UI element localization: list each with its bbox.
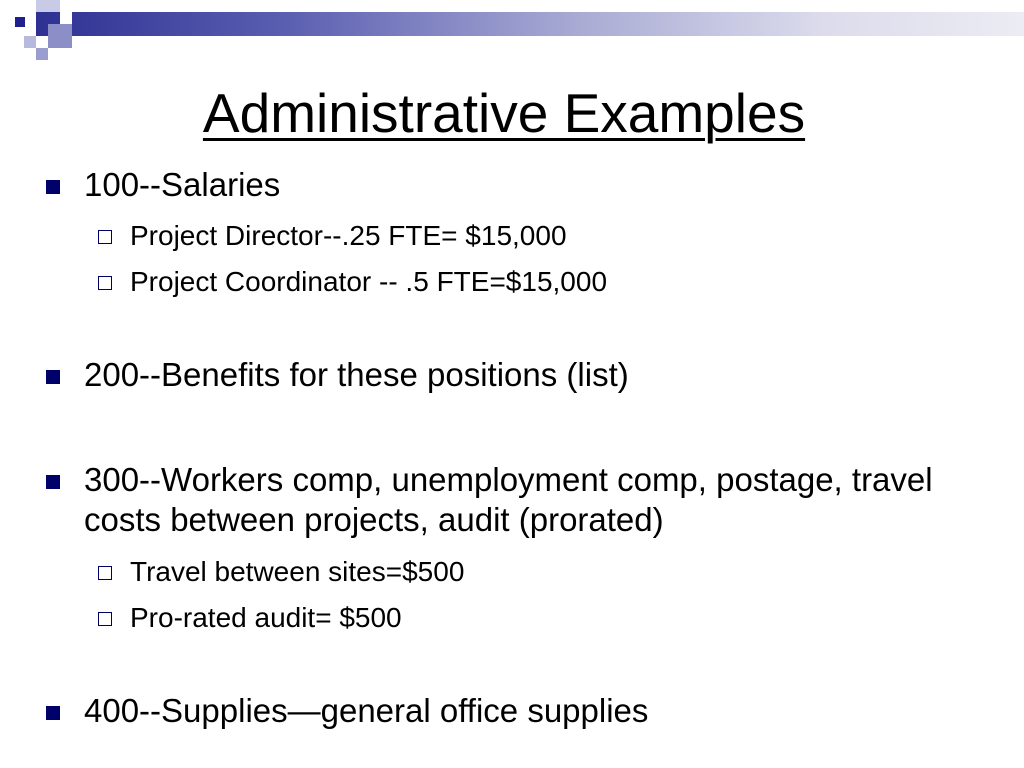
sub-list-item-text: Project Coordinator -- .5 FTE=$15,000 — [130, 266, 608, 297]
square-bullet-icon — [46, 180, 60, 194]
sub-list-item-text: Pro-rated audit= $500 — [130, 602, 402, 633]
decor-square — [60, 12, 72, 24]
sub-list-item-text: Project Director--.25 FTE= $15,000 — [130, 220, 567, 251]
hollow-square-bullet-icon — [98, 276, 112, 290]
square-bullet-icon — [46, 370, 60, 384]
hollow-square-bullet-icon — [98, 566, 112, 580]
decor-square — [24, 36, 36, 48]
list-item-text: 300--Workers comp, unemployment comp, postage, travel costs between projects, audit (prorated) — [84, 461, 933, 538]
decor-square — [36, 0, 60, 12]
decor-square — [36, 48, 48, 60]
hollow-square-bullet-icon — [98, 612, 112, 626]
decor-square — [36, 36, 48, 48]
slide-title: Administrative Examples — [202, 82, 806, 144]
list-item-text: 100--Salaries — [84, 166, 281, 203]
decor-square — [48, 24, 72, 48]
square-bullet-icon — [46, 706, 60, 720]
decor-square — [12, 12, 36, 36]
list-item-text: 400--Supplies—general office supplies — [84, 692, 649, 729]
decor-square-dark — [15, 17, 25, 27]
sub-list-item-text: Travel between sites=$500 — [130, 556, 465, 587]
square-bullet-icon — [46, 475, 60, 489]
header-gradient-bar — [36, 12, 1024, 36]
hollow-square-bullet-icon — [98, 230, 112, 244]
list-item-text: 200--Benefits for these positions (list) — [84, 356, 629, 393]
